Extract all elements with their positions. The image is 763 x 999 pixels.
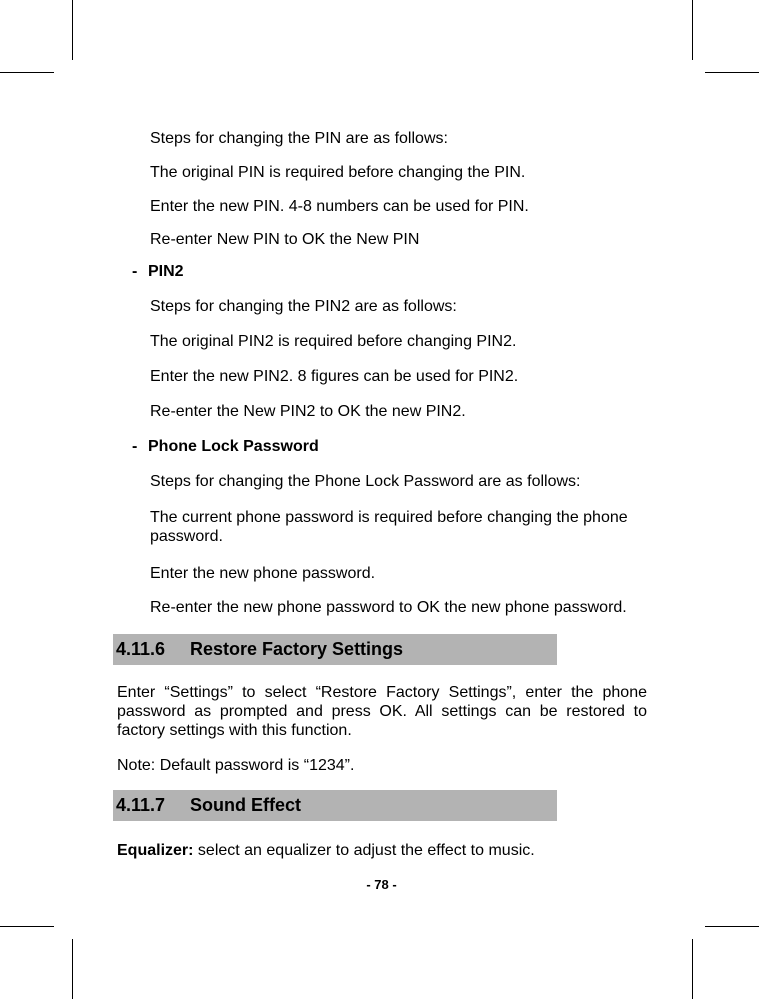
restore-note: Note: Default password is “1234”. [117,757,355,774]
pin2-step-2: Enter the new PIN2. 8 figures can be used for PIN2. [150,368,519,385]
equalizer-line [117,841,535,860]
restore-body: Enter “Settings” to select “Restore Factory Settings”, enter the phone password as prompted and press OK. All settings can be restored to factory settings with this function. [117,684,647,739]
section-title: Restore Factory Settings [190,639,404,659]
pin2-step-3: Re-enter the New PIN2 to OK the new PIN2. [150,403,466,420]
phone-lock-step-3: Re-enter the new phone password to OK the new phone password. [150,599,627,616]
crop-mark [72,939,73,999]
phone-lock-heading: Phone Lock Password [148,438,319,455]
pin2-step-1: The original PIN2 is required before changing PIN2. [150,333,517,350]
crop-mark [0,72,54,73]
crop-mark [72,0,73,60]
crop-mark [0,926,54,927]
section-title: Sound Effect [190,795,301,815]
equalizer-text: select an equalizer to adjust the effect to music. [193,842,535,859]
section-number: 4.11.7 [116,795,166,815]
section-heading-sound [113,790,557,821]
phone-lock-step-intro: Steps for changing the Phone Lock Password are as follows: [150,473,581,490]
phone-lock-bullet: - [132,438,138,455]
pin2-heading: PIN2 [148,263,184,280]
crop-mark [692,0,693,60]
pin2-bullet: - [132,263,138,280]
section-heading-restore [113,634,557,665]
crop-mark [705,72,759,73]
equalizer-label: Equalizer: [117,842,194,859]
pin-step-1: The original PIN is required before changing the PIN. [150,164,526,181]
phone-lock-step-2: Enter the new phone password. [150,565,376,582]
phone-lock-step-1: The current phone password is required before changing the phone password. [150,509,628,545]
pin-step-3: Re-enter New PIN to OK the New PIN [150,231,420,248]
pin-step-intro: Steps for changing the PIN are as follows: [150,130,448,147]
page-number: - 78 - [366,877,397,892]
crop-mark [692,939,693,999]
pin2-step-intro: Steps for changing the PIN2 are as follows: [150,298,457,315]
section-number: 4.11.6 [116,639,166,659]
pin-step-2: Enter the new PIN. 4-8 numbers can be used for PIN. [150,198,529,215]
crop-mark [705,926,759,927]
